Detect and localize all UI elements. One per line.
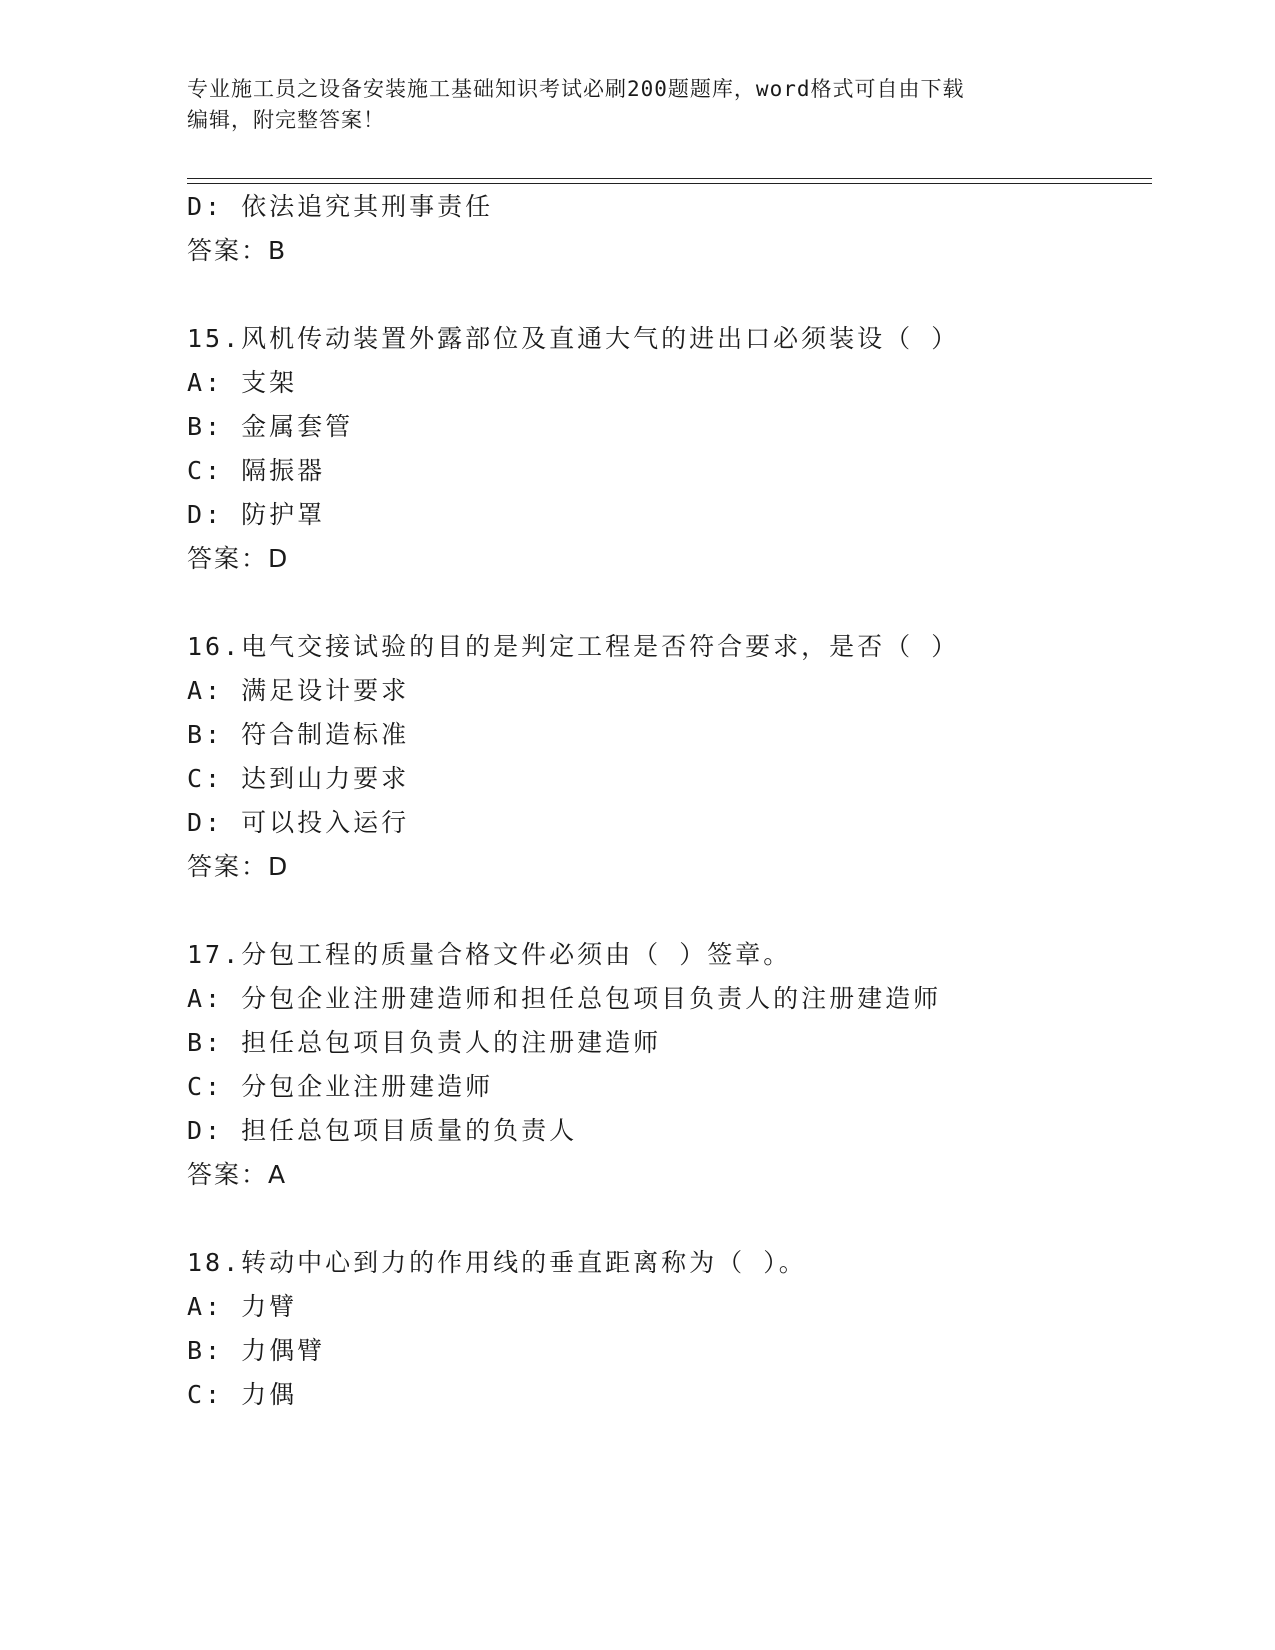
question-17-option-c: C: 分包企业注册建造师 (187, 1072, 494, 1101)
question-16-answer: 答案：D (187, 852, 290, 881)
question-17-option-a: A: 分包企业注册建造师和担任总包项目负责人的注册建造师 (187, 984, 942, 1013)
question-16-option-a: A: 满足设计要求 (187, 676, 410, 705)
prev-option-d: D: 依法追究其刑事责任 (187, 192, 494, 221)
question-15-option-c: C: 隔振器 (187, 456, 326, 485)
prev-answer: 答案：B (187, 236, 288, 265)
question-17-option-b: B: 担任总包项目负责人的注册建造师 (187, 1028, 662, 1057)
header-line-1: 专业施工员之设备安装施工基础知识考试必刷200题题库，word格式可自由下载 (187, 77, 965, 101)
question-18-stem: 18.转动中心到力的作用线的垂直距离称为（ ）。 (187, 1248, 807, 1277)
question-15-option-a: A: 支架 (187, 368, 298, 397)
question-15-option-d: D: 防护罩 (187, 500, 326, 529)
question-15-stem: 15.风机传动装置外露部位及直通大气的进出口必须装设（ ） (187, 324, 960, 353)
question-16-option-c: C: 达到山力要求 (187, 764, 410, 793)
question-18-option-a: A: 力臂 (187, 1292, 298, 1321)
question-18-option-b: B: 力偶臂 (187, 1336, 326, 1365)
header-line-2: 编辑，附完整答案！ (187, 108, 385, 132)
question-17-answer: 答案：A (187, 1160, 288, 1189)
document-header (187, 74, 1067, 136)
question-16-stem: 16.电气交接试验的目的是判定工程是否符合要求，是否（ ） (187, 632, 960, 661)
header-divider-bottom (187, 183, 1152, 184)
header-divider-top (187, 178, 1152, 179)
question-16-option-d: D: 可以投入运行 (187, 808, 410, 837)
question-18-option-c: C: 力偶 (187, 1380, 298, 1409)
question-15-option-b: B: 金属套管 (187, 412, 354, 441)
question-17-option-d: D: 担任总包项目质量的负责人 (187, 1116, 578, 1145)
question-15-answer: 答案：D (187, 544, 290, 573)
question-16-option-b: B: 符合制造标准 (187, 720, 410, 749)
question-17-stem: 17.分包工程的质量合格文件必须由（ ）签章。 (187, 940, 792, 969)
